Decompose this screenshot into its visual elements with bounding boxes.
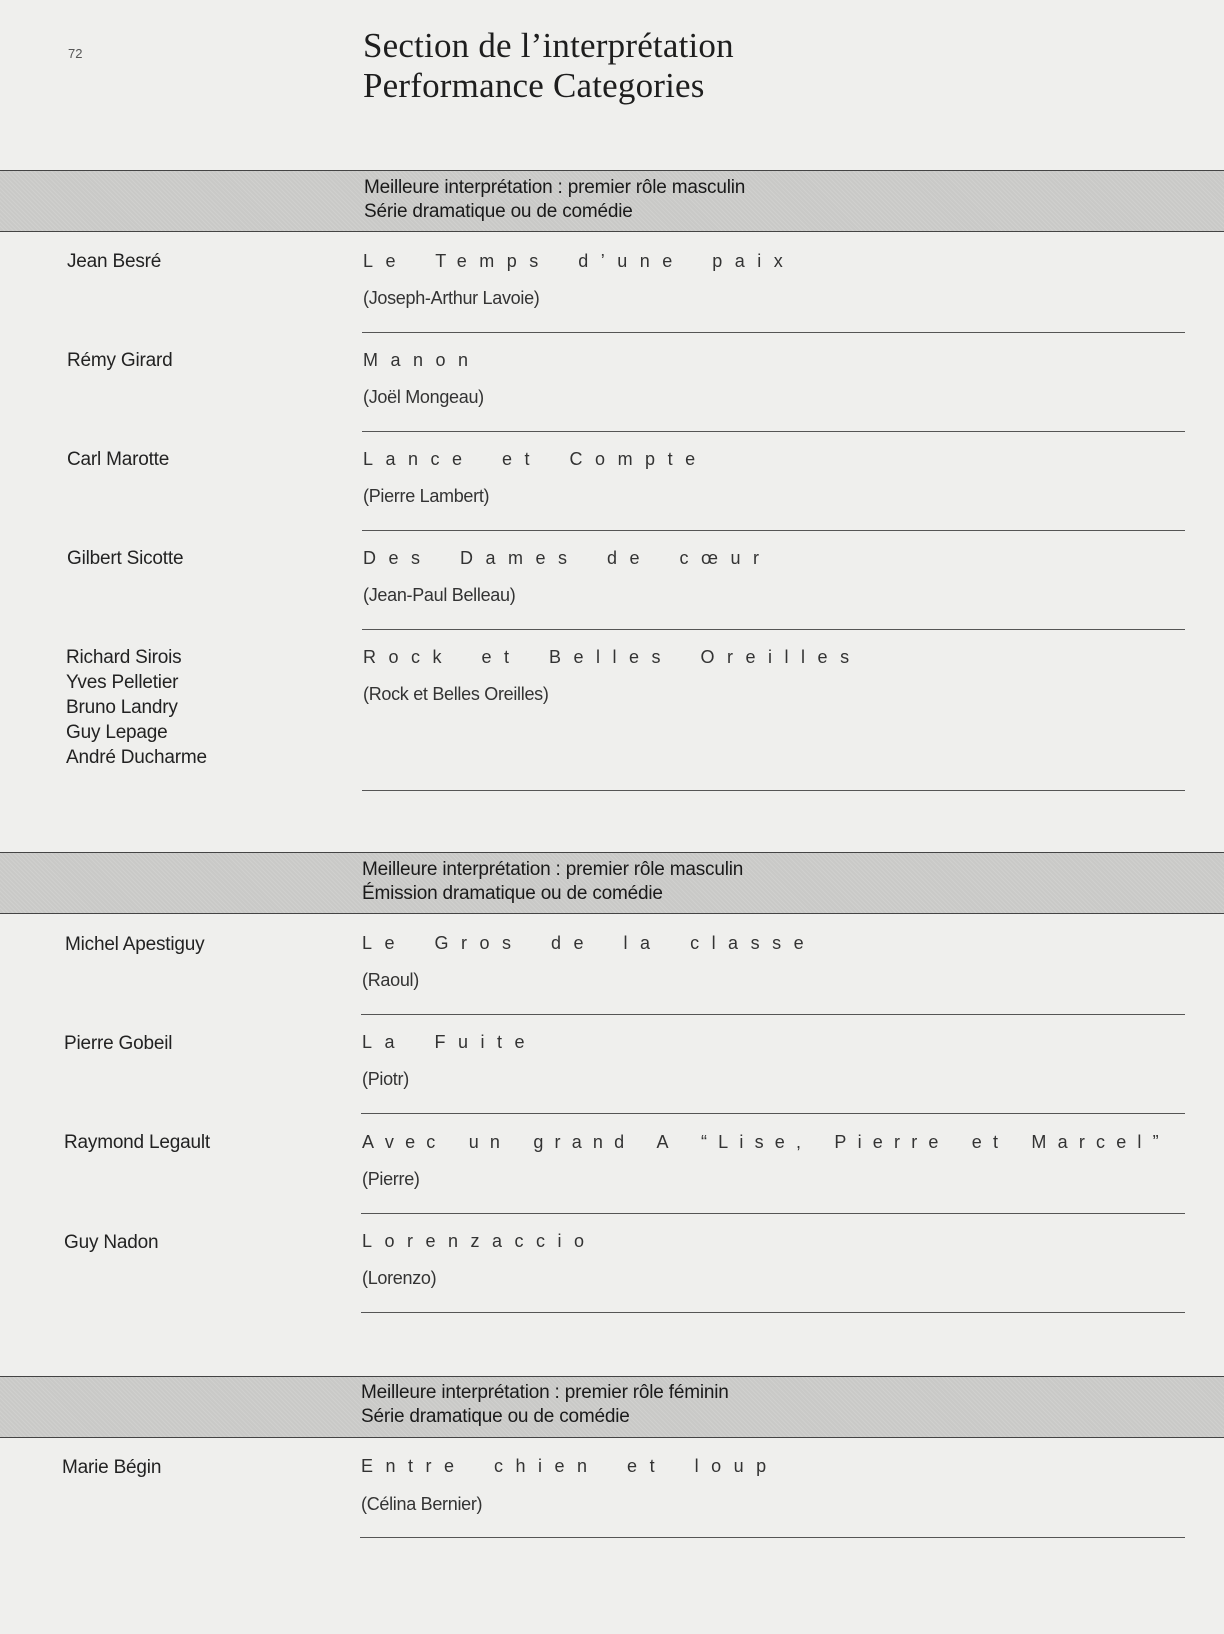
page-title xyxy=(363,26,734,106)
nominee-actor: Guy Lepage xyxy=(66,722,168,743)
nominee-actor-group xyxy=(66,645,207,770)
nominee-role: (Pierre) xyxy=(362,1169,420,1189)
nominee-show-title: Avec un grand A “Lise, Pierre et Marcel” xyxy=(362,1132,1170,1152)
nominee-actor: Pierre Gobeil xyxy=(64,1033,173,1054)
nominee-role: (Joël Mongeau) xyxy=(363,387,484,407)
row-divider xyxy=(361,1113,1185,1114)
nominee-show-title: Lorenzaccio xyxy=(362,1231,597,1251)
nominee-role: (Rock et Belles Oreilles) xyxy=(363,684,549,704)
nominee-role: (Lorenzo) xyxy=(362,1268,437,1288)
nominee-show-title: Le Gros de la classe xyxy=(362,933,817,953)
nominee-show-title: Manon xyxy=(363,350,481,370)
row-divider xyxy=(362,332,1185,333)
section-heading-line1: Meilleure interprétation : premier rôle masculin xyxy=(364,177,746,198)
row-divider xyxy=(362,431,1185,432)
nominee-role: (Célina Bernier) xyxy=(361,1494,483,1514)
row-divider xyxy=(361,1312,1185,1313)
nominee-actor: Raymond Legault xyxy=(64,1132,210,1153)
row-divider xyxy=(361,1014,1185,1015)
section-heading-1 xyxy=(364,176,745,224)
nominee-actor: Bruno Landry xyxy=(66,697,178,718)
nominee-actor: Marie Bégin xyxy=(62,1457,162,1478)
nominee-actor: Richard Sirois xyxy=(66,647,182,668)
section-heading-line1: Meilleure interprétation : premier rôle masculin xyxy=(362,859,744,880)
nominee-actor: Jean Besré xyxy=(67,251,162,272)
nominee-actor: Yves Pelletier xyxy=(66,672,179,693)
page-title-french: Section de l’interprétation xyxy=(363,26,734,65)
row-divider xyxy=(362,790,1185,791)
section-heading-2 xyxy=(362,858,743,906)
nominee-show-title: Des Dames de cœur xyxy=(363,548,772,568)
row-divider xyxy=(362,629,1185,630)
nominee-show-title: Entre chien et loup xyxy=(361,1456,779,1476)
section-heading-line2: Émission dramatique ou de comédie xyxy=(362,883,663,904)
section-heading-line1: Meilleure interprétation : premier rôle féminin xyxy=(361,1382,729,1403)
nominee-show-title: Rock et Belles Oreilles xyxy=(363,647,862,667)
nominee-show-title: La Fuite xyxy=(362,1032,538,1052)
nominee-role: (Piotr) xyxy=(362,1069,409,1089)
nominee-role: (Jean-Paul Belleau) xyxy=(363,585,516,605)
nominee-show-title: Lance et Compte xyxy=(363,449,708,469)
nominee-actor: Gilbert Sicotte xyxy=(67,548,184,569)
row-divider xyxy=(361,1213,1185,1214)
section-heading-line2: Série dramatique ou de comédie xyxy=(364,201,633,222)
nominee-actor: André Ducharme xyxy=(66,747,207,768)
nominee-actor: Guy Nadon xyxy=(64,1232,159,1253)
nominee-role: (Pierre Lambert) xyxy=(363,486,490,506)
page-number: 72 xyxy=(68,46,83,61)
section-heading-3 xyxy=(361,1381,729,1429)
nominee-role: (Raoul) xyxy=(362,970,419,990)
section-heading-line2: Série dramatique ou de comédie xyxy=(361,1406,630,1427)
page-title-english: Performance Categories xyxy=(363,66,705,105)
nominee-actor: Rémy Girard xyxy=(67,350,173,371)
row-divider xyxy=(362,530,1185,531)
nominee-actor: Michel Apestiguy xyxy=(65,934,205,955)
row-divider xyxy=(360,1537,1185,1538)
nominee-show-title: Le Temps d’une paix xyxy=(363,251,796,271)
nominee-actor: Carl Marotte xyxy=(67,449,170,470)
nominee-role: (Joseph-Arthur Lavoie) xyxy=(363,288,540,308)
